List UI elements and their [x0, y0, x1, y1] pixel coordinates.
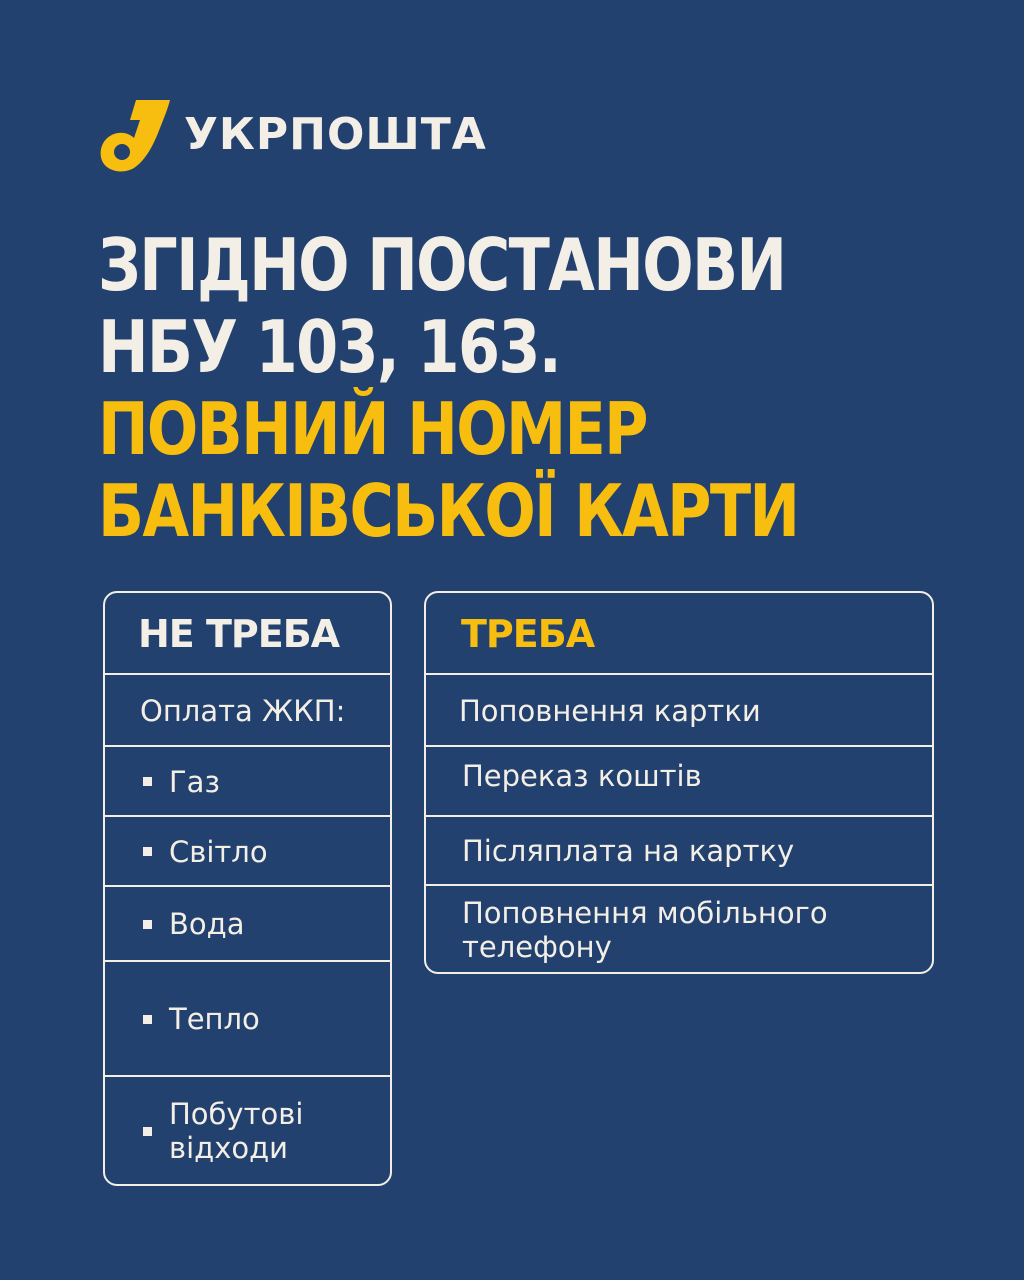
list-item-label: Тепло — [169, 1002, 260, 1036]
needed-header — [426, 593, 932, 674]
list-item — [105, 745, 390, 816]
bullet-icon — [143, 1127, 152, 1136]
not-needed-title: НЕ ТРЕБА — [138, 611, 340, 656]
list-item-label: Газ — [169, 764, 220, 799]
list-item-label: Вода — [169, 907, 245, 941]
list-item-label: Поповнення мобільного телефону — [462, 896, 828, 964]
needed-title: ТРЕБА — [461, 611, 595, 656]
bullet-icon — [143, 847, 152, 856]
list-item — [426, 673, 932, 746]
not-needed-header — [105, 593, 390, 674]
list-item — [105, 815, 390, 886]
logo-text: УКРПОШТА — [184, 108, 487, 160]
bullet-icon — [143, 920, 152, 929]
not-needed-intro: Оплата ЖКП: — [140, 693, 346, 728]
list-item — [426, 884, 932, 974]
bullet-icon — [143, 1015, 152, 1024]
headline-line-3: ПОВНИЙ НОМЕР — [98, 387, 647, 471]
not-needed-intro-row — [105, 673, 390, 746]
ukrposhta-logo-icon — [96, 96, 178, 172]
list-item — [105, 885, 390, 961]
list-item — [105, 960, 390, 1076]
headline-line-2: НБУ 103, 163. — [98, 305, 561, 389]
list-item-label: Післяплата на картку — [462, 834, 795, 868]
headline-line-1: ЗГІДНО ПОСТАНОВИ — [98, 223, 786, 307]
not-needed-table — [103, 591, 392, 1186]
list-item — [426, 815, 932, 885]
list-item-label: Переказ коштів — [462, 759, 702, 793]
list-item — [426, 745, 932, 816]
headline-line-4: БАНКІВСЬКОЇ КАРТИ — [98, 469, 799, 553]
bullet-icon — [143, 777, 152, 786]
ukrposhta-logo — [96, 96, 487, 172]
list-item-label: Поповнення картки — [459, 693, 761, 728]
list-item-label: Світло — [169, 834, 268, 869]
headline — [98, 224, 820, 552]
list-item-label: Побутові відходи — [169, 1097, 304, 1165]
list-item — [105, 1075, 390, 1185]
needed-table — [424, 591, 934, 974]
